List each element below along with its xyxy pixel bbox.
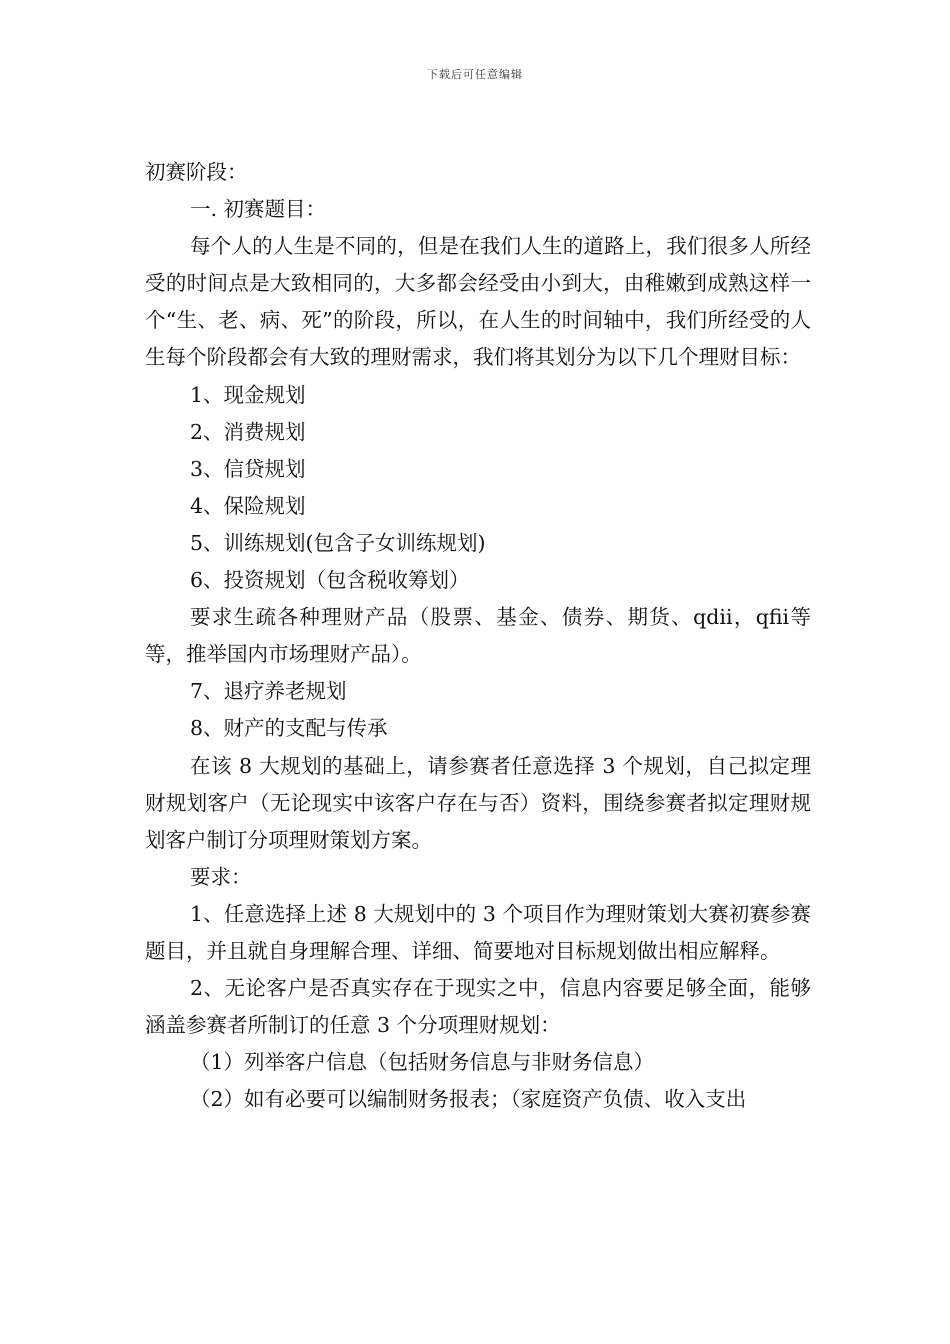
- page-header-note: 下载后可任意编辑: [427, 68, 523, 81]
- paragraph: 在该 8 大规划的基础上，请参赛者任意选择 3 个规划，自己拟定理财规划客户（无论现实中该客户存在与否）资料，围绕参赛者拟定理财规划客户制订分项理财策划方案。: [145, 753, 811, 852]
- paragraph: 2、消费规划: [190, 419, 306, 444]
- paragraph: 一. 初赛题目：: [190, 197, 327, 222]
- paragraph: 1、任意选择上述 8 大规划中的 3 个项目作为理财策划大赛初赛参赛题目，并且就自身理解合理、详细、简要地对目标规划做出相应解释。: [145, 901, 811, 963]
- paragraph: 2、无论客户是否真实存在于现实之中，信息内容要足够全面，能够涵盖参赛者所制订的任意 3 个分项理财规划：: [145, 976, 811, 1038]
- paragraph: 6、投资规划（包含税收筹划）: [190, 568, 470, 593]
- paragraph: 要求生疏各种理财产品（股票、基金、债券、期货、qdii，qfii等等，推举国内市场理财产品）。: [145, 605, 811, 667]
- paragraph: 1、现金规划: [190, 382, 306, 407]
- paragraph: 8、财产的支配与传承: [190, 716, 388, 741]
- paragraph: （1）列举客户信息（包括财务信息与非财务信息）: [190, 1050, 655, 1075]
- paragraph: 5、训练规划(包含子女训练规划): [190, 530, 486, 555]
- paragraph: 7、退疗养老规划: [190, 679, 347, 704]
- paragraph: 每个人的人生是不同的，但是在我们人生的道路上，我们很多人所经受的时间点是大致相同的，大多都会经受由小到大，由稚嫩到成熟这样一个“生、老、病、死”的阶段，所以，在人生的时间轴中，我们所经受的人生每个阶段都会有大致的理财需求，我们将其划分为以下几个理财目标：: [145, 234, 811, 370]
- document-body: [145, 154, 811, 1118]
- paragraph: 4、保险规划: [190, 493, 306, 518]
- paragraph: 初赛阶段：: [145, 160, 248, 184]
- paragraph: 3、信贷规划: [190, 456, 306, 481]
- paragraph: （2）如有必要可以编制财务报表；（家庭资产负债、收入支出: [190, 1087, 747, 1112]
- paragraph: 要求：: [190, 864, 252, 889]
